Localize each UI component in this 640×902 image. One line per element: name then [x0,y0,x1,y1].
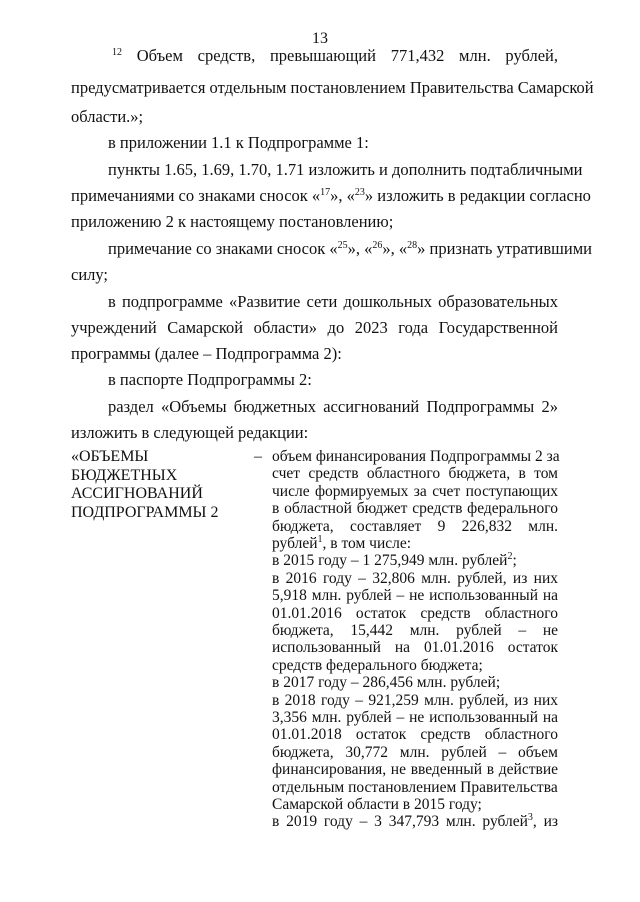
text-line: приложению 2 к настоящему постановлению; [71,212,394,231]
text-line: раздел «Объемы бюджетных ассигнований Подпрограммы 2» [108,397,558,416]
text-line: учреждений Самарской области» до 2023 года Государственной [71,318,558,337]
text-line: в приложении 1.1 к Подпрограмме 1: [108,133,369,152]
page-number: 13 [312,30,328,47]
label-line: ПОДПРОГРАММЫ 2 [71,503,219,521]
detail-line: 5,918 млн. рублей – не использованный на [272,587,558,605]
detail-line: отдельным постановлением Правительства [272,778,558,796]
text-line: изложить в следующей редакции: [71,423,309,442]
footnote-mark: 17 [320,187,331,198]
text-line: $^{12}$ Объем средств, превышающий 771,432 млн. рублей, [112,46,558,65]
detail-line: в 2016 году – 32,806 млн. рублей, из них [272,569,558,587]
label-line: АССИГНОВАНИЙ [71,485,203,502]
detail-line: бюджета, 30,772 млн. рублей – объем [272,743,558,761]
detail-line: бюджета, составляет 9 226,832 млн. [272,517,558,535]
label-line: «ОБЪЕМЫ [71,448,149,465]
detail-line: объем финансирования Подпрограммы 2 за [272,448,560,465]
detail-line: финансирования, не введенный в действие [272,761,558,779]
label-line: БЮДЖЕТНЫХ [71,466,178,484]
text-line: в паспорте Подпрограммы 2: [108,370,312,389]
detail-line: рублей$^1$, в том числе: [272,534,412,552]
footnote-mark: 26 [372,240,383,251]
text-line: в подпрограмме «Развитие сети дошкольных образовательных [108,292,558,311]
text-line: силу; [71,265,109,284]
text-line: области.»; [71,107,144,126]
text-line: пункты 1.65, 1.69, 1.70, 1.71 изложить и дополнить подтабличными [108,160,583,179]
detail-line: числе формируемых за счет поступающих [272,482,558,500]
footnote-mark: 23 [354,187,365,198]
detail-line: в областной бюджет средств федерального [272,500,558,518]
text-line: примечание со знаками сносок «$^{25}$», «$^{26}$», «$^{28}$» признать утратившими [108,239,592,258]
detail-line: 01.01.2018 остаток средств областного [272,726,558,744]
text-line: программы (далее – Подпрограмма 2): [71,344,342,363]
text-line: предусматривается отдельным постановлением Правительства Самарской [71,78,594,97]
detail-line: 01.01.2016 остаток средств областного [272,604,558,622]
text-line: примечаниями со знаками сносок «$^{17}$», «$^{23}$» изложить в редакции согласно [71,186,591,205]
detail-line: в 2017 году – 286,456 млн. рублей; [272,674,501,692]
footnote-mark: 2 [507,551,513,563]
label-dash: – [254,448,262,465]
detail-line: в 2019 году – 3 347,793 млн. рублей$^3$, из [272,812,558,831]
detail-line: бюджета, 15,442 млн. рублей – не [272,622,558,639]
detail-line: использованный на 01.01.2016 остаток [272,639,558,657]
footnote-mark: 12 [112,47,122,58]
detail-line: средств федерального бюджета; [272,656,483,674]
footnote-mark: 1 [317,534,323,545]
footnote-mark: 3 [527,812,533,824]
detail-line: в 2018 году – 921,259 млн. рублей, из них [272,691,558,709]
footnote-mark: 28 [407,240,418,251]
detail-line: 3,356 млн. рублей – не использованный на [272,709,558,726]
detail-line: в 2015 году – 1 275,949 млн. рублей$^2$; [272,551,517,570]
detail-line: Самарской области в 2015 году; [272,796,482,813]
footnote-mark: 25 [337,240,348,251]
detail-line: счет средств областного бюджета, в том [272,465,558,483]
